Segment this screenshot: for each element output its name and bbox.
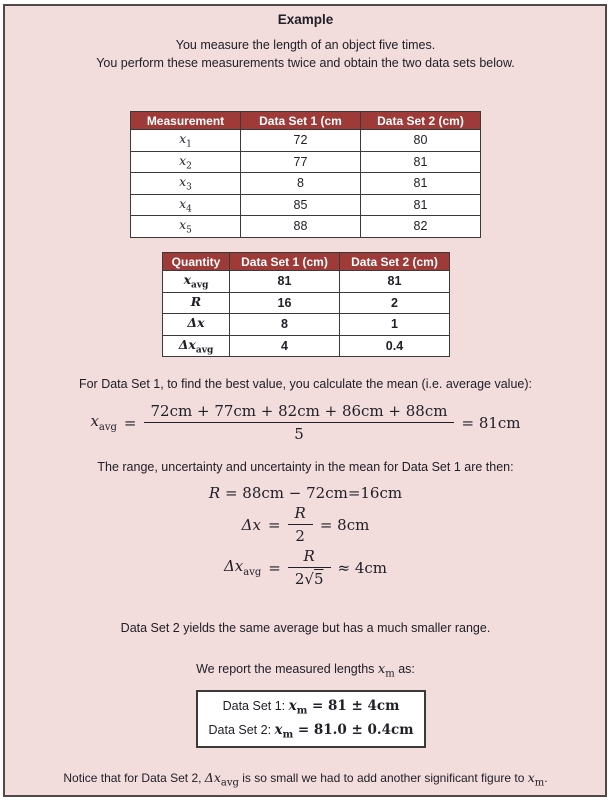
cell-ds2: 1 (340, 314, 450, 336)
intro-line-1: You measure the length of an object five times. (175, 38, 436, 52)
fraction-denominator: 5 (144, 422, 455, 443)
uncertainty-mean-result: ≈ 4cm (337, 558, 388, 577)
equals-sign: = (268, 558, 281, 577)
cell-ds2: 2 (340, 292, 450, 314)
table-row (163, 271, 450, 293)
row-label: $x_1$ (131, 130, 241, 152)
col-header-quantity: Quantity (163, 253, 230, 271)
equals-sign: = (123, 413, 137, 432)
cell-ds1: 8 (230, 314, 340, 336)
cell-ds1: 88 (241, 216, 361, 238)
fraction-denominator: 2√5 (288, 567, 331, 588)
range-intro-text: The range, uncertainty and uncertainty in the mean for Data Set 1 are then: (97, 460, 514, 474)
uncertainty-formula (0, 504, 611, 545)
cell-ds2: 0.4 (340, 335, 450, 357)
mean-formula (0, 402, 611, 443)
intro-line-2: You perform these measurements twice and obtain the two data sets below. (96, 56, 515, 70)
table-row (163, 314, 450, 336)
fraction-numerator: R (294, 504, 306, 522)
col-header-dataset2: Data Set 2 (cm) (361, 112, 481, 130)
report-variable: $x_m$ (377, 662, 395, 680)
table-row (131, 216, 481, 238)
cell-ds1: 8 (241, 173, 361, 195)
table-row (163, 335, 450, 357)
cell-ds2: 81 (361, 173, 481, 195)
table-row (131, 173, 481, 195)
col-header-measurement: Measurement (131, 112, 241, 130)
mean-intro-text: For Data Set 1, to find the best value, you calculate the mean (i.e. average value): (78, 377, 533, 391)
cell-ds2: 81 (361, 151, 481, 173)
equals-sign: = (267, 515, 281, 534)
cell-ds2: 82 (361, 216, 481, 238)
cell-ds2: 81 (340, 271, 450, 293)
col-header-dataset1: Data Set 1 (cm) (230, 253, 340, 271)
table-row (131, 151, 481, 173)
result-line-dataset1: Data Set 1: $x_m = 81 \pm 4cm$ (222, 698, 400, 717)
row-label: $x_4$ (131, 194, 241, 216)
cell-ds1: 81 (230, 271, 340, 293)
row-label: R (163, 292, 230, 314)
radicand: 5 (313, 570, 324, 588)
uncertainty-fraction (288, 504, 313, 545)
uncertainty-mean-fraction (288, 547, 331, 588)
mean-formula-result: = 81cm (461, 413, 521, 432)
fraction-denominator: 2 (288, 524, 313, 545)
row-label: $\Delta x_{avg}$ (163, 335, 230, 357)
cell-ds1: 4 (230, 335, 340, 357)
cell-ds1: 72 (241, 130, 361, 152)
uncertainty-lhs: Δx (241, 515, 261, 534)
uncertainty-result: = 8cm (319, 515, 370, 534)
row-label: $x_3$ (131, 173, 241, 195)
row-label: Δx (163, 314, 230, 336)
cell-ds1: 85 (241, 194, 361, 216)
result-box (196, 690, 426, 748)
measurement-table-header-row (131, 112, 481, 130)
notice-variable-1: $\Delta x_{avg}$ (204, 770, 239, 789)
fraction-numerator: R (303, 547, 315, 565)
range-formula: R = 88cm − 72cm=16cm (208, 484, 403, 502)
uncertainty-mean-lhs: $\Delta x_{avg}$ (223, 557, 262, 578)
intro-text (0, 36, 611, 72)
smaller-range-text: Data Set 2 yields the same average but has a much smaller range. (120, 621, 491, 635)
page-title: Example (277, 12, 334, 27)
fraction-numerator: 72cm + 77cm + 82cm + 86cm + 88cm (150, 402, 448, 420)
result-line-dataset2: Data Set 2: $x_m = 81.0 \pm 0.4cm$ (208, 722, 414, 741)
cell-ds2: 81 (361, 194, 481, 216)
quantity-table-header-row (163, 253, 450, 271)
row-label: $x_5$ (131, 216, 241, 238)
notice-variable-2: $x_m$ (527, 770, 545, 789)
table-row (131, 194, 481, 216)
cell-ds1: 77 (241, 151, 361, 173)
row-label: $x_2$ (131, 151, 241, 173)
row-label: $x_{avg}$ (163, 271, 230, 293)
cell-ds1: 16 (230, 292, 340, 314)
table-row (163, 292, 450, 314)
col-header-dataset2: Data Set 2 (cm) (340, 253, 450, 271)
notice-text: Notice that for Data Set 2, $\Delta x_{avg}$ is so small we had to add another significant figure to $x_m$. (63, 770, 548, 789)
col-header-dataset1: Data Set 1 (cm (241, 112, 361, 130)
mean-formula-lhs: $x_{avg}$ (90, 412, 117, 433)
quantity-table (162, 252, 450, 357)
cell-ds2: 80 (361, 130, 481, 152)
measurement-table (130, 111, 481, 238)
mean-fraction (144, 402, 455, 443)
uncertainty-mean-formula (0, 547, 611, 588)
table-row (131, 130, 481, 152)
report-text: We report the measured lengths $x_m$ as: (196, 662, 415, 680)
